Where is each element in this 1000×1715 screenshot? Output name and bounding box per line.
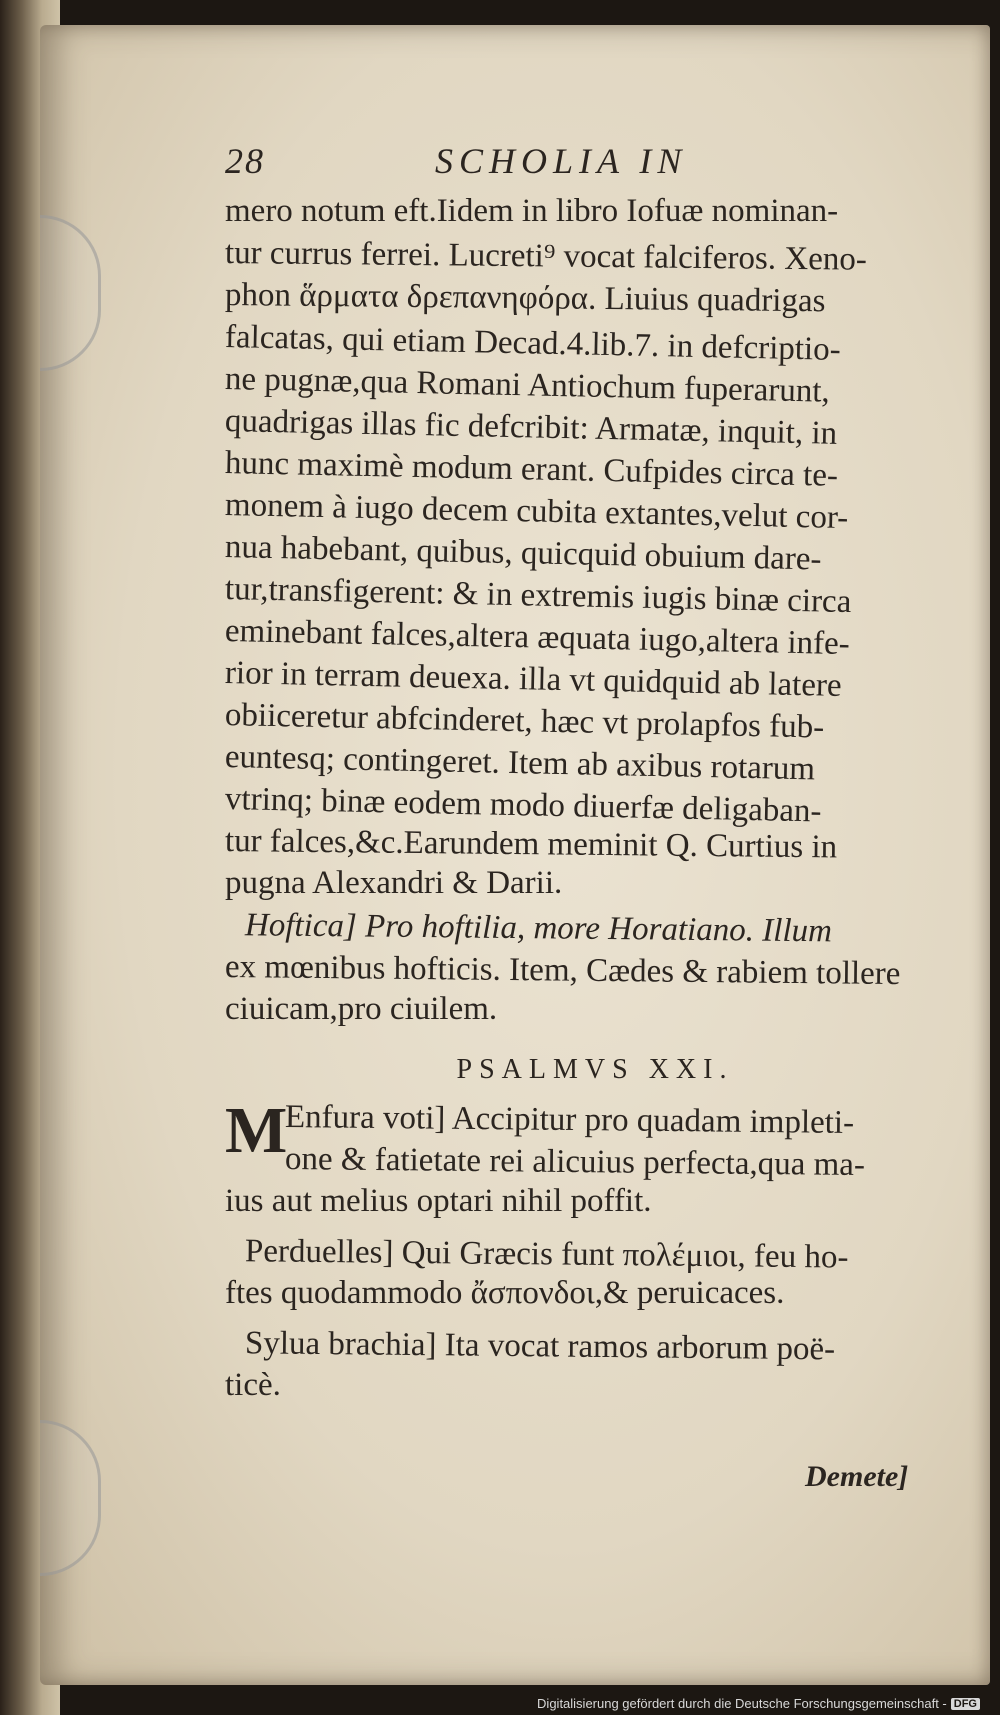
running-head xyxy=(225,140,965,182)
hostica-note xyxy=(225,904,965,1030)
text-line: one & fatietate rei alicuius perfecta,qua ma- xyxy=(284,1141,866,1184)
text-line: pugna Alexandri & Darii. xyxy=(225,865,563,901)
text-line: euntesq; contingeret. Item ab axibus rotarum xyxy=(224,739,816,788)
psalm-heading: PSALMVS XXI. xyxy=(456,1054,734,1085)
credit-text: Digitalisierung gefördert durch die Deutsche Forschungsgemeinschaft - xyxy=(537,1696,947,1711)
text-line: phon ἅρματα δρεπανηφόρα. Liuius quadrigas xyxy=(224,277,826,320)
text-line: Hoftica] Pro hoftilia, more Horatiano. Illum xyxy=(244,907,833,950)
text-line: ius aut melius optari nihil poffit. xyxy=(225,1183,652,1219)
text-line: mero notum eft.Iidem in libro Iofuæ nominan- xyxy=(225,193,839,229)
page-clip-bottom xyxy=(40,1420,101,1576)
dfg-logo: DFG xyxy=(951,1698,980,1710)
text-line: ftes quodammodo ἄσπονδοι,& peruicaces. xyxy=(225,1275,785,1311)
perduelles-note xyxy=(225,1230,965,1314)
text-line: quadrigas illas fic defcribit: Armatæ, inquit, in xyxy=(224,403,838,452)
text-line: ciuicam,pro ciuilem. xyxy=(225,991,498,1027)
text-line: rior in terram deuexa. illa vt quidquid ab latere xyxy=(224,655,842,704)
text-line: falcatas, qui etiam Decad.4.lib.7. in defcriptio- xyxy=(224,319,842,368)
text-line: tur,transfigerent: & in extremis iugis binæ circa xyxy=(224,571,852,621)
digitization-credit xyxy=(537,1696,980,1711)
text-line: tur falces,&c.Earundem meminit Q. Curtius in xyxy=(224,823,838,866)
text-line: hunc maximè modum erant. Cufpides circa te- xyxy=(224,445,839,494)
drop-capital: M xyxy=(225,1094,288,1167)
page-clip-top xyxy=(40,215,101,371)
text-line: Sylua brachia] Ita vocat ramos arborum poë- xyxy=(244,1325,836,1368)
page-text xyxy=(225,140,965,1406)
text-line: monem à iugo decem cubita extantes,velut cor- xyxy=(224,487,849,537)
text-line: tur currus ferrei. Lucreti⁹ vocat falciferos. Xeno- xyxy=(224,235,868,278)
mensura-note xyxy=(225,1096,965,1222)
text-line: Enfura voti] Accipitur pro quadam impleti- xyxy=(284,1099,855,1141)
sylua-note xyxy=(225,1322,965,1406)
text-line: Perduelles] Qui Græcis funt πολέμιοι, feu ho- xyxy=(244,1233,849,1276)
page-number: 28 xyxy=(225,141,265,181)
text-line: eminebant falces,altera æquata iugo,altera infe- xyxy=(224,613,851,663)
text-line: ticè. xyxy=(225,1367,281,1403)
catchword: Demete] xyxy=(805,1460,909,1493)
text-line: ne pugnæ,qua Romani Antiochum fuperarunt, xyxy=(224,361,831,410)
text-line: nua habebant, quibus, quicquid obuium dare- xyxy=(224,529,822,578)
main-paragraph xyxy=(225,190,965,904)
running-title: SCHOLIA IN xyxy=(435,141,688,181)
text-line: obiiceretur abfcinderet, hæc vt prolapfos fub- xyxy=(224,697,825,746)
text-line: vtrinq; binæ eodem modo diuerfæ deligaban- xyxy=(224,781,822,830)
text-line: ex mœnibus hofticis. Item, Cædes & rabiem tollere xyxy=(224,949,901,993)
